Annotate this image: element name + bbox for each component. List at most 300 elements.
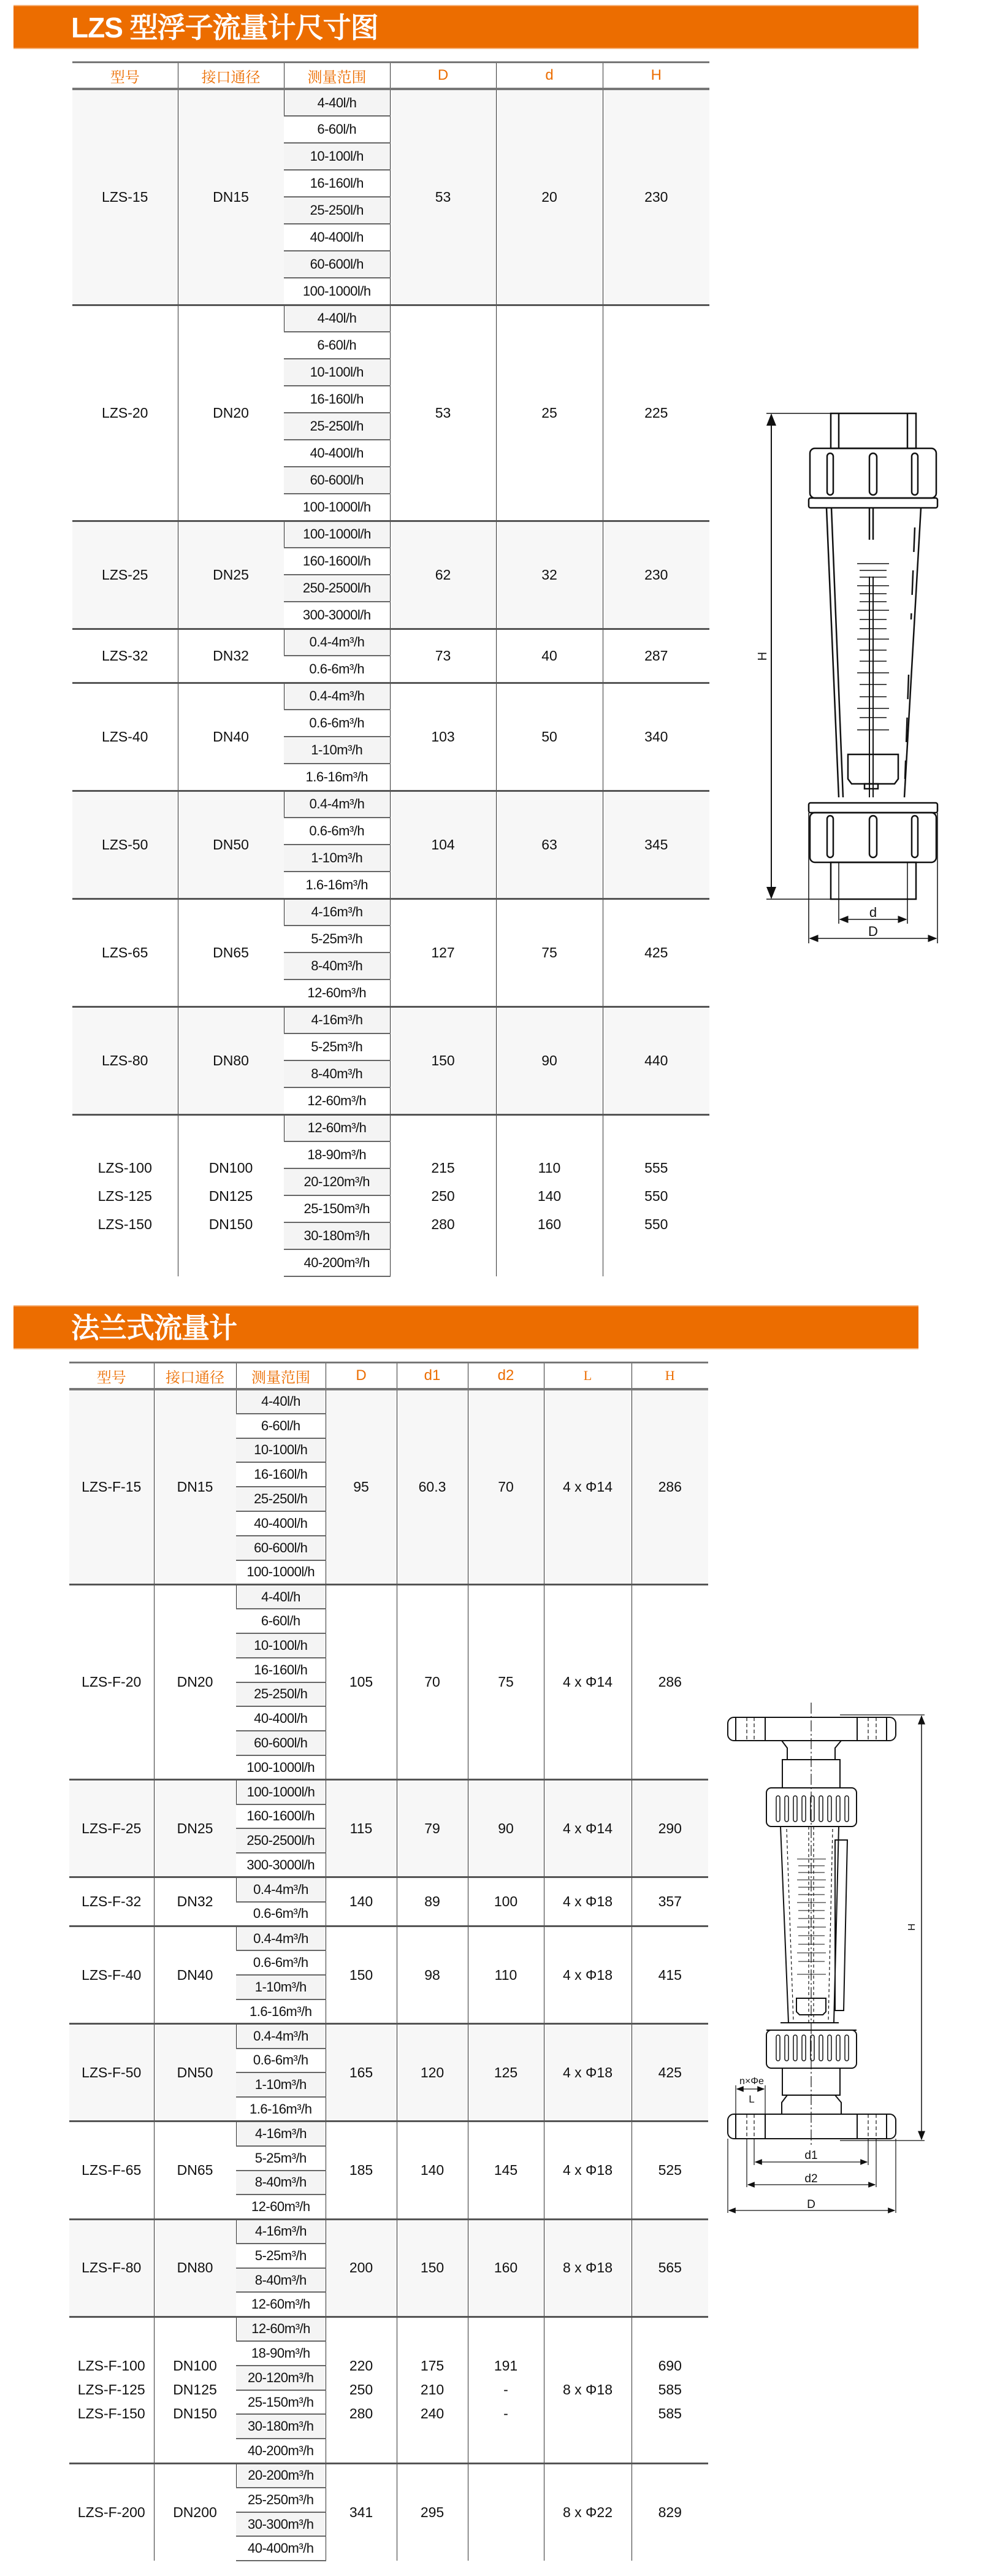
dim-d2-cell — [468, 1877, 544, 1926]
dim-H-cell — [603, 791, 709, 899]
model-cell-value: LZS-F-50 — [82, 2064, 142, 2080]
dim-d-cell-value: 25 — [541, 405, 557, 421]
range-cell: 4-16m³/h — [284, 899, 390, 926]
model-cell-values — [72, 561, 178, 589]
table-row — [69, 2317, 708, 2341]
dim-d1-cell-value: 210 — [420, 2382, 445, 2398]
dim-H-cell-value: 555 — [644, 1159, 668, 1176]
range-cell: 6-60l/h — [284, 332, 390, 359]
range-cell: 0.6-6m³/h — [236, 1902, 326, 1926]
model-cell-value: LZS-F-150 — [77, 2405, 145, 2422]
dim-H-cell — [603, 629, 709, 683]
port-size-cell-value: DN50 — [177, 2064, 213, 2080]
dim-d1-cell-value: 240 — [420, 2405, 445, 2422]
dim-L-cell-values — [544, 1670, 632, 1694]
model-cell-value: LZS-F-25 — [82, 1820, 142, 1836]
dim-D-cell-value: 105 — [349, 1674, 373, 1690]
dim-d1-cell-value: 60.3 — [418, 1478, 446, 1495]
range-cell: 300-3000l/h — [284, 602, 390, 629]
dim-H-cell-value: 690 — [658, 2358, 682, 2374]
dim-H-cell — [603, 683, 709, 791]
range-cell: 25-250m³/h — [236, 2488, 326, 2512]
range-cell: 4-16m³/h — [284, 1006, 390, 1033]
range-cell: 10-100l/h — [236, 1633, 326, 1658]
model-cell-value: LZS-25 — [102, 567, 148, 583]
dim-D-cell-value: 250 — [349, 2382, 373, 2398]
dim-d-cell-value: 50 — [541, 729, 557, 745]
range-cell: 10-100l/h — [236, 1438, 326, 1463]
port-size-cell-values — [178, 830, 284, 859]
dim-L-cell-value: 8 x Φ18 — [562, 2382, 613, 2398]
table-row — [72, 791, 709, 818]
model-cell — [69, 1877, 154, 1926]
dim-d-cell — [496, 89, 603, 305]
table-row — [72, 89, 709, 116]
dim-d1-cell — [397, 1584, 468, 1779]
dim-d2-cell-value: 75 — [498, 1674, 514, 1690]
model-cell — [69, 1926, 154, 2024]
range-cell: 160-1600l/h — [236, 1804, 326, 1829]
range-cell: 1-10m³/h — [284, 737, 390, 764]
label-holes: n×Φe — [739, 2076, 764, 2087]
range-cell: 30-180m³/h — [284, 1222, 390, 1249]
dim-D-cell — [390, 899, 496, 1006]
header-H: H — [603, 63, 709, 90]
dim-H-cell — [632, 2219, 708, 2317]
dim-d2-cell-values — [468, 2158, 544, 2182]
port-size-cell-values — [178, 183, 284, 211]
range-cell: 60-600l/h — [284, 467, 390, 494]
port-size-cell-value: DN80 — [213, 1052, 249, 1068]
port-size-cell — [178, 1006, 284, 1114]
port-size-cell-value: DN100 — [208, 1159, 253, 1176]
dim-d2-cell-values — [468, 2501, 544, 2524]
dim-D-cell — [390, 629, 496, 683]
dim-H-cell-values — [632, 1670, 709, 1694]
dim-L-cell-values — [544, 2158, 632, 2182]
port-size-cell — [178, 629, 284, 683]
port-size-cell — [154, 2219, 236, 2317]
dim-L-cell-values — [544, 2378, 632, 2402]
label-d: d — [869, 905, 877, 920]
flange-flowmeter-drawing — [717, 1687, 950, 2226]
range-cell: 60-600l/h — [236, 1731, 326, 1755]
dim-H-cell-values — [632, 2501, 709, 2524]
model-cell-values — [69, 1817, 154, 1841]
dim-d2-cell — [468, 2122, 544, 2219]
port-size-cell-values — [155, 2354, 236, 2426]
dim-H-cell-value: 340 — [644, 729, 668, 745]
dim-d-cell — [496, 521, 603, 629]
dim-d-cell-value: 75 — [541, 945, 557, 960]
range-cell: 16-160l/h — [236, 1658, 326, 1682]
table-row — [69, 1780, 708, 1804]
dim-D-cell — [326, 1389, 397, 1584]
model-cell-value: LZS-80 — [102, 1052, 148, 1068]
range-cell: 4-16m³/h — [236, 2219, 326, 2244]
range-cell: 8-40m³/h — [236, 2268, 326, 2293]
range-cell: 0.6-6m³/h — [236, 2049, 326, 2073]
range-cell: 0.4-4m³/h — [284, 629, 390, 656]
port-size-cell-values — [178, 723, 284, 751]
range-cell: 20-120m³/h — [236, 2366, 326, 2390]
model-cell — [69, 1389, 154, 1584]
dim-D-cell-values — [391, 830, 496, 859]
dim-d2-cell-values — [468, 2354, 544, 2426]
model-cell — [72, 1114, 178, 1276]
dim-H-cell-value: 415 — [658, 1966, 682, 1983]
dim-d-cell-values — [497, 938, 603, 967]
dim-H-cell-values — [603, 561, 710, 589]
dim-D-cell-value: 150 — [349, 1966, 373, 1983]
dim-L-cell-values — [544, 2501, 632, 2524]
dim-D-cell — [326, 2317, 397, 2463]
model-cell-value: LZS-F-65 — [82, 2162, 142, 2178]
model-cell-value: LZS-F-100 — [77, 2358, 145, 2374]
dim-H-cell — [632, 2463, 708, 2561]
header-model: 型号 — [72, 63, 178, 90]
port-size-cell-value: DN200 — [173, 2504, 217, 2520]
range-cell: 18-90m³/h — [236, 2341, 326, 2366]
dim-d-cell — [496, 791, 603, 899]
dim-d1-cell-values — [397, 2256, 468, 2280]
dim-D-cell — [390, 305, 496, 521]
port-size-cell-values — [155, 1963, 236, 1987]
table-row — [69, 2024, 708, 2049]
port-size-cell-values — [155, 2256, 236, 2280]
dim-D-cell — [390, 1114, 496, 1276]
range-cell: 4-16m³/h — [236, 2122, 326, 2146]
dim-D-cell-values — [391, 399, 496, 427]
dim-D-cell-values — [326, 2354, 397, 2426]
range-cell: 12-60m³/h — [236, 2292, 326, 2317]
dim-D-cell-values — [326, 2158, 397, 2182]
dim-H-cell-value: 286 — [658, 1478, 682, 1495]
dim-d-cell-value: 90 — [541, 1052, 557, 1068]
model-cell — [69, 2317, 154, 2463]
dim-d1-cell-values — [397, 1963, 468, 1987]
range-cell: 1-10m³/h — [236, 1975, 326, 1999]
header-d: d — [496, 63, 603, 90]
dim-D-cell-value: 200 — [349, 2260, 373, 2276]
port-size-cell-value: DN150 — [173, 2405, 217, 2422]
header-port: 接口通径 — [178, 63, 284, 90]
dim-L-cell-value: 4 x Φ14 — [562, 1674, 613, 1690]
label-H: H — [907, 1923, 917, 1931]
dim-H-cell-values — [603, 183, 710, 211]
table-row — [69, 2463, 708, 2488]
dim-D-cell-values — [326, 1817, 397, 1841]
model-cell — [69, 2122, 154, 2219]
port-size-cell — [178, 791, 284, 899]
dim-d-cell-value: 63 — [541, 837, 557, 853]
dim-D-cell — [326, 2122, 397, 2219]
range-cell: 5-25m³/h — [236, 2244, 326, 2268]
dim-H-cell-value: 525 — [658, 2162, 682, 2178]
table-header-row — [69, 1363, 708, 1390]
range-cell: 1.6-16m³/h — [236, 2097, 326, 2122]
dim-H-cell-values — [632, 1475, 709, 1499]
port-size-cell — [154, 2122, 236, 2219]
dim-D-cell-values — [326, 1963, 397, 1987]
port-size-cell-values — [178, 642, 284, 670]
range-cell: 4-40l/h — [284, 89, 390, 116]
table-row — [72, 1006, 709, 1033]
dim-d2-cell-value: 100 — [494, 1893, 518, 1910]
dim-d2-cell — [468, 2317, 544, 2463]
range-cell: 25-150m³/h — [236, 2390, 326, 2415]
dim-d1-cell-value: 120 — [420, 2064, 445, 2080]
port-size-cell-values — [155, 1817, 236, 1841]
dim-L-cell — [544, 1877, 632, 1926]
dim-L-cell-value: 8 x Φ18 — [562, 2260, 613, 2276]
dim-d2-cell-values — [468, 1475, 544, 1499]
port-size-cell-values — [155, 1890, 236, 1914]
dim-d2-cell-values — [468, 2061, 544, 2085]
dim-H-cell-value: 440 — [644, 1052, 668, 1068]
range-cell: 4-40l/h — [236, 1389, 326, 1414]
dim-d-cell-value: 140 — [537, 1187, 562, 1204]
dim-H-cell-value: 425 — [644, 945, 668, 960]
model-cell — [69, 2024, 154, 2122]
port-size-cell — [154, 2024, 236, 2122]
port-size-cell-values — [155, 2501, 236, 2524]
range-cell: 16-160l/h — [284, 386, 390, 413]
dim-H-cell — [632, 2122, 708, 2219]
range-cell: 100-1000l/h — [236, 1780, 326, 1804]
model-cell-value: LZS-F-80 — [82, 2260, 142, 2276]
dim-D-cell-values — [391, 1154, 496, 1238]
model-cell-values — [72, 1154, 178, 1238]
range-cell: 1-10m³/h — [284, 845, 390, 872]
port-size-cell — [154, 1877, 236, 1926]
range-cell: 12-60m³/h — [284, 1087, 390, 1114]
port-size-cell-value: DN40 — [177, 1966, 213, 1983]
port-size-cell-values — [178, 399, 284, 427]
dim-L-cell — [544, 1926, 632, 2024]
dim-H-cell — [603, 89, 709, 305]
dim-d1-cell — [397, 2317, 468, 2463]
range-cell: 25-250l/h — [236, 1682, 326, 1707]
dim-d2-cell-value: 160 — [494, 2260, 518, 2276]
dim-d2-cell-value: 110 — [494, 1966, 517, 1983]
dim-d2-cell-value: 191 — [494, 2358, 518, 2374]
dim-d-cell-value: 110 — [538, 1159, 561, 1176]
range-cell: 40-200m³/h — [284, 1249, 390, 1276]
dim-H-cell-value: 585 — [658, 2382, 682, 2398]
range-cell: 0.4-4m³/h — [236, 1926, 326, 1951]
port-size-cell — [154, 1389, 236, 1584]
range-cell: 18-90m³/h — [284, 1141, 390, 1168]
port-size-cell-value: DN125 — [173, 2382, 217, 2398]
model-cell-values — [72, 723, 178, 751]
dim-d2-cell — [468, 2463, 544, 2561]
model-cell — [72, 683, 178, 791]
port-size-cell-value: DN15 — [213, 189, 249, 205]
header-model: 型号 — [69, 1363, 154, 1390]
dim-H-cell-values — [632, 2061, 709, 2085]
dim-d-cell-value: 20 — [541, 189, 557, 205]
dim-d1-cell — [397, 1877, 468, 1926]
port-size-cell-values — [178, 561, 284, 589]
section-banner-lzs — [13, 5, 918, 49]
range-cell: 5-25m³/h — [236, 2146, 326, 2171]
dim-H-cell-values — [603, 642, 710, 670]
range-cell: 40-400m³/h — [236, 2536, 326, 2561]
range-cell: 5-25m³/h — [284, 926, 390, 953]
dim-D-cell-value: 140 — [349, 1893, 373, 1910]
dim-L-cell-value: 4 x Φ18 — [562, 2064, 613, 2080]
dim-D-cell — [390, 791, 496, 899]
range-cell: 25-250l/h — [284, 413, 390, 440]
range-cell: 12-60m³/h — [284, 1114, 390, 1141]
range-cell: 40-200m³/h — [236, 2439, 326, 2463]
dim-d1-cell-value: 89 — [424, 1893, 440, 1910]
dim-L-cell-values — [544, 2061, 632, 2085]
dim-d-cell-values — [497, 183, 603, 211]
dim-d-cell — [496, 899, 603, 1006]
dim-H-cell — [632, 1926, 708, 2024]
port-size-cell-value: DN80 — [177, 2260, 213, 2276]
model-cell — [69, 2463, 154, 2561]
model-cell-values — [69, 1475, 154, 1499]
range-cell: 100-1000l/h — [236, 1755, 326, 1780]
dim-d1-cell — [397, 1780, 468, 1877]
model-cell-values — [69, 1670, 154, 1694]
dim-d-cell-values — [497, 561, 603, 589]
port-size-cell-values — [178, 1046, 284, 1075]
model-cell — [72, 1006, 178, 1114]
dim-d-cell-values — [497, 723, 603, 751]
dim-D-cell — [390, 683, 496, 791]
range-cell: 10-100l/h — [284, 359, 390, 386]
range-cell: 6-60l/h — [284, 116, 390, 143]
dim-H-cell — [603, 1006, 709, 1114]
model-cell — [72, 305, 178, 521]
dim-d1-cell-value: 79 — [424, 1820, 440, 1836]
dim-D-cell-value: 53 — [435, 405, 451, 421]
range-cell: 1-10m³/h — [236, 2072, 326, 2097]
model-cell-value: LZS-125 — [97, 1187, 152, 1204]
dim-D-cell-values — [391, 642, 496, 670]
range-cell: 0.6-6m³/h — [284, 818, 390, 845]
dim-D-cell-value: 127 — [431, 945, 455, 960]
dim-H-cell — [632, 1877, 708, 1926]
port-size-cell-value: DN40 — [213, 729, 249, 745]
range-cell: 0.4-4m³/h — [284, 683, 390, 710]
dim-H-cell-value: 345 — [644, 837, 668, 853]
dim-L-cell — [544, 2122, 632, 2219]
dim-d2-cell-value: 125 — [494, 2064, 518, 2080]
dim-D-cell-value: 280 — [431, 1216, 455, 1232]
model-cell — [72, 521, 178, 629]
port-size-cell-values — [178, 1154, 284, 1238]
dim-H-cell-values — [603, 938, 710, 967]
dim-D-cell-value: 53 — [435, 189, 451, 205]
dim-d2-cell-values — [468, 1670, 544, 1694]
port-size-cell-value: DN25 — [213, 567, 249, 583]
dim-d1-cell-values — [397, 2501, 468, 2524]
dim-D-cell-value: 185 — [349, 2162, 373, 2178]
dim-d1-cell-values — [397, 1475, 468, 1499]
dim-d1-cell-values — [397, 2158, 468, 2182]
table-row — [72, 683, 709, 710]
header-D: D — [390, 63, 496, 90]
dim-H-cell-value: 585 — [658, 2405, 682, 2422]
port-size-cell — [154, 1780, 236, 1877]
dim-d1-cell-value: 140 — [420, 2162, 445, 2178]
dim-d2-cell-value: 145 — [494, 2162, 518, 2178]
label-D: D — [868, 924, 878, 939]
table-row — [69, 1584, 708, 1609]
dim-D-cell — [326, 1780, 397, 1877]
model-cell-value: LZS-F-32 — [82, 1893, 142, 1910]
table-row — [72, 899, 709, 926]
dim-H-cell — [603, 899, 709, 1006]
dim-H-cell — [632, 1389, 708, 1584]
dim-d2-cell — [468, 1389, 544, 1584]
dim-D-cell-value: 73 — [435, 648, 451, 664]
model-cell-values — [72, 183, 178, 211]
port-size-cell — [154, 1584, 236, 1779]
label-L: L — [749, 2093, 755, 2105]
port-size-cell-value: DN25 — [177, 1820, 213, 1836]
dim-d-cell — [496, 305, 603, 521]
dim-L-cell-value: 4 x Φ18 — [562, 1893, 613, 1910]
label-d1: d1 — [804, 2149, 818, 2162]
range-cell: 100-1000l/h — [284, 494, 390, 521]
range-cell: 40-400l/h — [284, 224, 390, 251]
port-size-cell — [154, 2317, 236, 2463]
model-cell-values — [72, 1046, 178, 1075]
dim-d2-cell — [468, 1926, 544, 2024]
dim-d1-cell-values — [397, 2354, 468, 2426]
dim-d1-cell-values — [397, 1890, 468, 1914]
range-cell: 16-160l/h — [284, 170, 390, 197]
dim-H-cell-value: 287 — [644, 648, 668, 664]
range-cell: 8-40m³/h — [236, 2171, 326, 2195]
port-size-cell — [178, 89, 284, 305]
model-cell-value: LZS-F-125 — [77, 2382, 145, 2398]
port-size-cell-value: DN50 — [213, 837, 249, 853]
model-cell-values — [72, 938, 178, 967]
dim-L-cell — [544, 2317, 632, 2463]
section-banner-flange — [13, 1305, 918, 1349]
dim-d1-cell — [397, 2219, 468, 2317]
model-cell-values — [69, 2158, 154, 2182]
dim-H-cell-value: 286 — [658, 1674, 682, 1690]
dim-d1-cell-value: 70 — [424, 1674, 440, 1690]
dim-D-cell-value: 115 — [349, 1820, 373, 1836]
dim-d-cell-values — [497, 1154, 603, 1238]
dim-d-cell — [496, 683, 603, 791]
range-cell: 0.6-6m³/h — [284, 656, 390, 683]
dim-H-cell-values — [603, 723, 710, 751]
model-cell-value: LZS-50 — [102, 837, 148, 853]
table-row — [72, 305, 709, 332]
model-cell — [72, 89, 178, 305]
dim-d2-cell — [468, 1780, 544, 1877]
dim-H-cell-value: 230 — [644, 567, 668, 583]
dim-L-cell — [544, 2024, 632, 2122]
dim-D-cell-values — [391, 183, 496, 211]
model-cell-values — [72, 399, 178, 427]
port-size-cell-value: DN20 — [177, 1674, 213, 1690]
dim-D-cell-values — [326, 1890, 397, 1914]
table-row — [69, 2122, 708, 2146]
dim-d1-cell-values — [397, 2061, 468, 2085]
table-row — [72, 1114, 709, 1141]
